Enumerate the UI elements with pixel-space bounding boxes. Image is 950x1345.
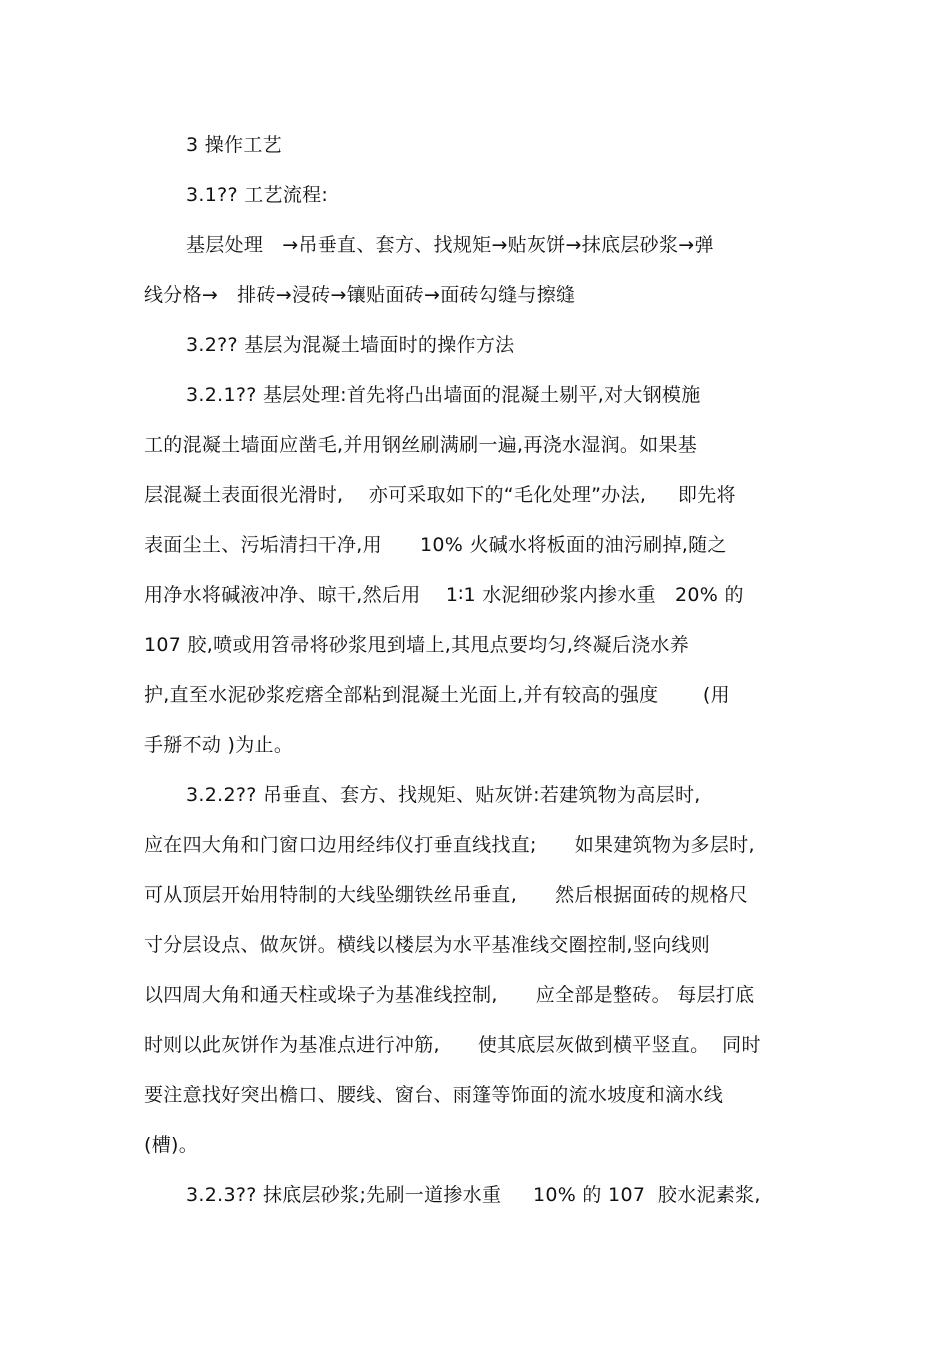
paragraph-line: 手掰不动 )为止。 [144, 734, 294, 756]
paragraph-line: 寸分层设点、做灰饼。横线以楼层为水平基准线交圈控制,竖向线则 [144, 934, 711, 956]
paragraph-line: 可从顶层开始用特制的大线坠绷铁丝吊垂直, 然后根据面砖的规格尺 [144, 884, 749, 906]
paragraph-line: 3.2.2?? 吊垂直、套方、找规矩、贴灰饼:若建筑物为高层时, [186, 784, 701, 806]
paragraph-line: 用净水将碱液冲净、晾干,然后用 1∶1 水泥细砂浆内掺水重 20% 的 [144, 584, 744, 606]
paragraph-line: 线分格→ 排砖→浸砖→镶贴面砖→面砖勾缝与擦缝 [144, 284, 576, 306]
paragraph-line: 工的混凝土墙面应凿毛,并用钢丝刷满刷一遍,再浇水湿润。如果基 [144, 434, 698, 456]
paragraph-line: 以四周大角和通天柱或垛子为基准线控制, 应全部是整砖。 每层打底 [144, 984, 755, 1006]
paragraph-line: 107 胶,喷或用笤帚将砂浆甩到墙上,其甩点要均匀,终凝后浇水养 [144, 634, 690, 656]
paragraph-line: 时则以此灰饼作为基准点进行冲筋, 使其底层灰做到横平竖直。 同时 [144, 1034, 761, 1056]
paragraph-line: 要注意找好突出檐口、腰线、窗台、雨篷等饰面的流水坡度和滴水线 [144, 1084, 724, 1106]
subsection-heading: 3.2?? 基层为混凝土墙面时的操作方法 [186, 334, 515, 356]
paragraph-line: 层混凝土表面很光滑时, 亦可采取如下的“毛化处理”办法, 即先将 [144, 484, 736, 506]
paragraph-line: 基层处理 →吊垂直、套方、找规矩→贴灰饼→抹底层砂浆→弹 [186, 234, 714, 256]
paragraph-line: 护,直至水泥砂浆疙瘩全部粘到混凝土光面上,并有较高的强度 (用 [144, 684, 730, 706]
section-heading: 3 操作工艺 [186, 134, 282, 156]
paragraph-line: 3.2.3?? 抹底层砂浆;先刷一道掺水重 10% 的 107 胶水泥素浆, [186, 1184, 761, 1206]
paragraph-line: 应在四大角和门窗口边用经纬仪打垂直线找直; 如果建筑物为多层时, [144, 834, 755, 856]
subsection-heading: 3.1?? 工艺流程: [186, 184, 329, 206]
paragraph-line: 表面尘土、污垢清扫干净,用 10% 火碱水将板面的油污刷掉,随之 [144, 534, 727, 556]
paragraph-line: 3.2.1?? 基层处理:首先将凸出墙面的混凝土剔平,对大钢模施 [186, 384, 701, 406]
paragraph-line: (槽)。 [144, 1134, 199, 1156]
